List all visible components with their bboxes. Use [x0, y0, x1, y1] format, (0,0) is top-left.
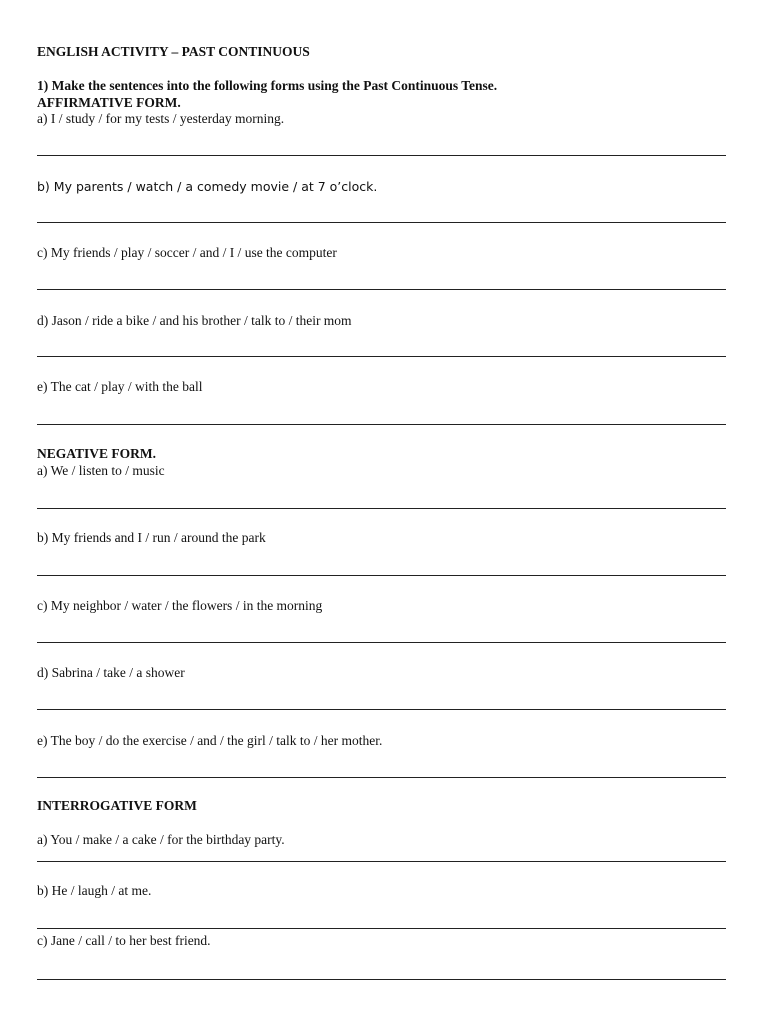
answer-line[interactable] — [37, 289, 726, 290]
exercise-item: c) My neighbor / water / the flowers / in the morning — [37, 598, 323, 613]
exercise-item: e) The cat / play / with the ball — [37, 379, 203, 394]
answer-line[interactable] — [37, 928, 726, 929]
answer-line[interactable] — [37, 508, 726, 509]
answer-line[interactable] — [37, 642, 726, 643]
exercise-item: b) My friends and I / run / around the park — [37, 530, 266, 545]
answer-line[interactable] — [37, 777, 726, 778]
answer-line[interactable] — [37, 424, 726, 425]
exercise-item: d) Jason / ride a bike / and his brother / talk to / their mom — [37, 313, 352, 328]
exercise-item: c) Jane / call / to her best friend. — [37, 933, 211, 948]
answer-line[interactable] — [37, 575, 726, 576]
answer-line[interactable] — [37, 861, 726, 862]
exercise-item: a) You / make / a cake / for the birthday party. — [37, 832, 285, 847]
exercise-item: b) He / laugh / at me. — [37, 883, 152, 898]
worksheet-title: ENGLISH ACTIVITY – PAST CONTINUOUS — [37, 44, 310, 59]
answer-line[interactable] — [37, 222, 726, 223]
answer-line[interactable] — [37, 979, 726, 980]
section-heading-interrogative: INTERROGATIVE FORM — [37, 798, 197, 813]
answer-line[interactable] — [37, 356, 726, 357]
exercise-item: b) My parents / watch / a comedy movie / at 7 o’clock. — [37, 179, 378, 194]
exercise-item: a) I / study / for my tests / yesterday morning. — [37, 111, 285, 126]
exercise-item: a) We / listen to / music — [37, 463, 165, 478]
answer-line[interactable] — [37, 709, 726, 710]
exercise-item: c) My friends / play / soccer / and / I / use the computer — [37, 245, 337, 260]
exercise-item: e) The boy / do the exercise / and / the girl / talk to / her mother. — [37, 733, 383, 748]
answer-line[interactable] — [37, 155, 726, 156]
exercise-item: d) Sabrina / take / a shower — [37, 665, 185, 680]
section-heading-affirmative: AFFIRMATIVE FORM. — [37, 95, 181, 110]
instruction: 1) Make the sentences into the following forms using the Past Continuous Tense. — [37, 78, 498, 93]
section-heading-negative: NEGATIVE FORM. — [37, 446, 157, 461]
